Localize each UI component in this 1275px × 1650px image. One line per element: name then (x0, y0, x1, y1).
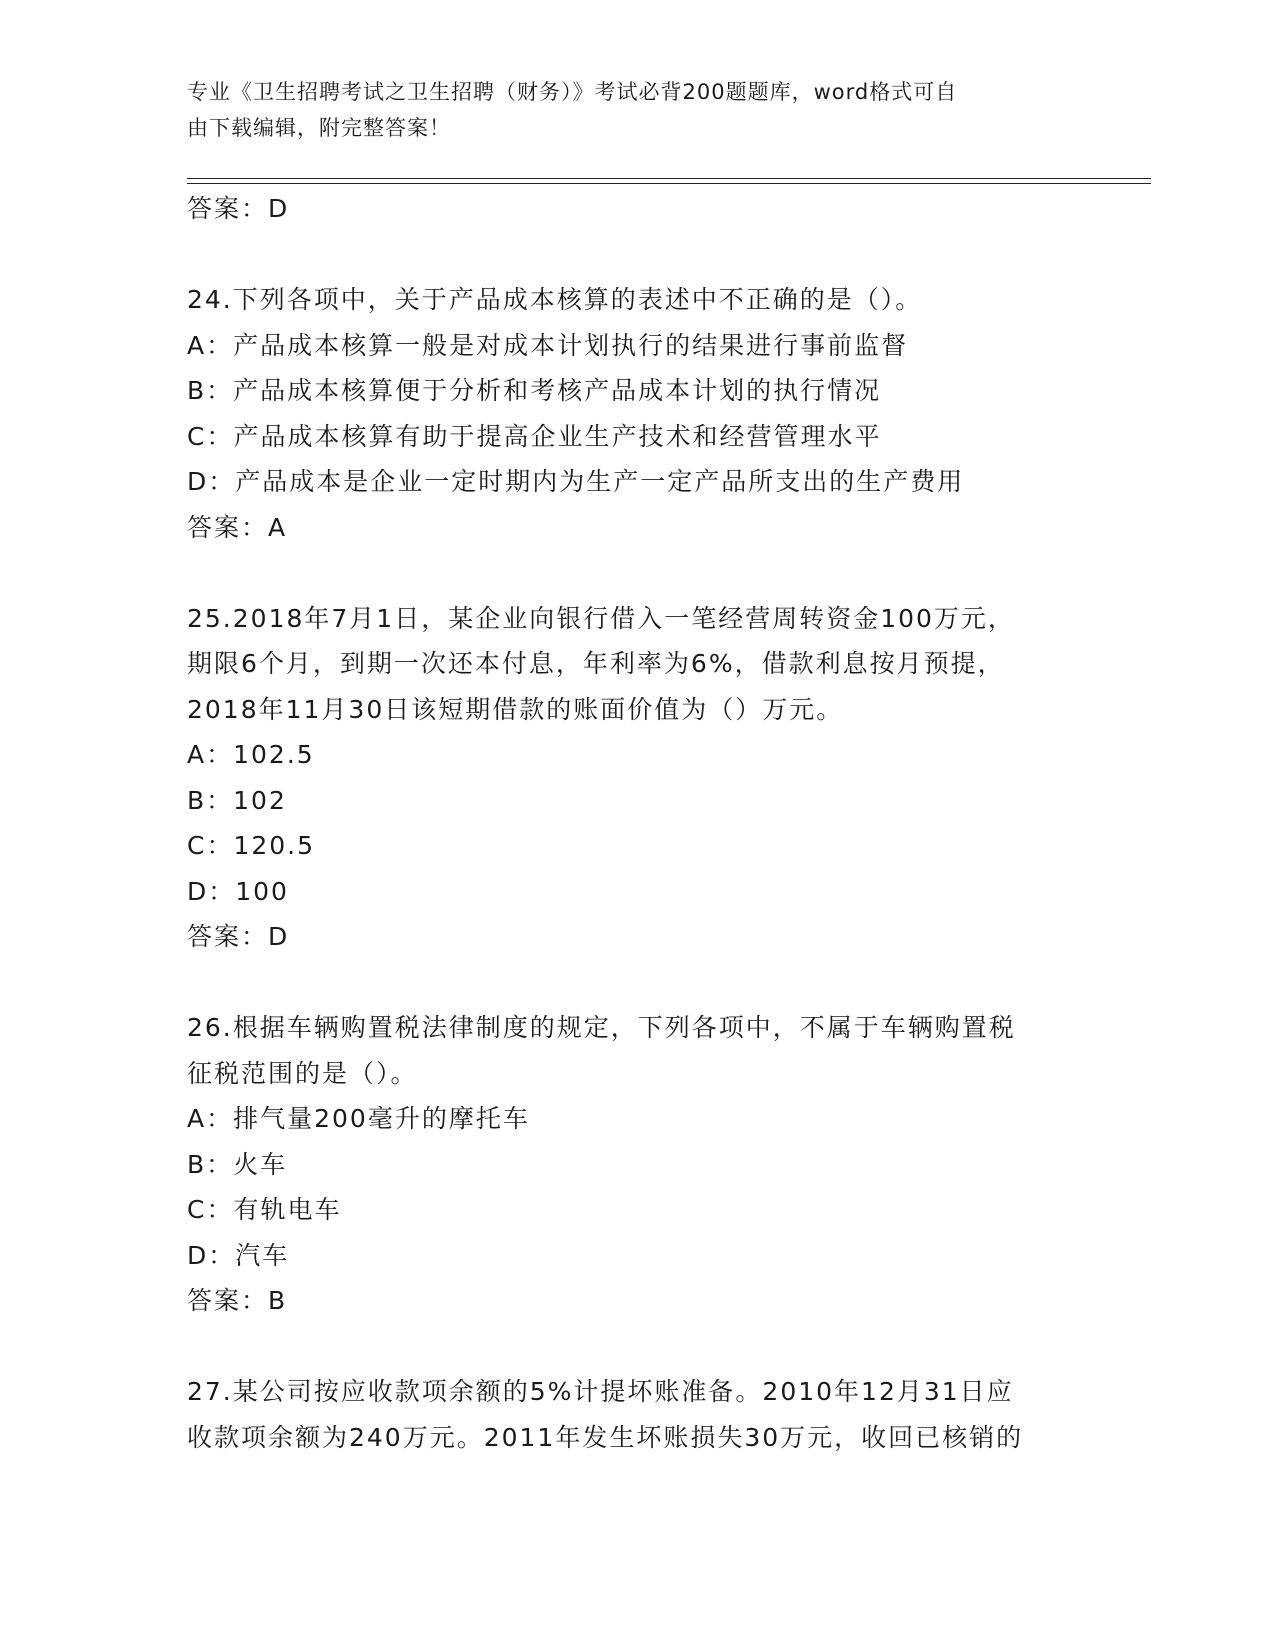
header-rule-top (187, 178, 1151, 179)
option-c: C：120.5 (187, 831, 316, 860)
question-27 (187, 1369, 1087, 1460)
option-a: A：102.5 (187, 740, 315, 769)
question-stem: 收款项余额为240万元。2011年发生坏账损失30万元，收回已核销的 (187, 1422, 1024, 1452)
question-stem: 2018年11月30日该短期借款的账面价值为（）万元。 (187, 694, 844, 724)
option-a: A：产品成本核算一般是对成本计划执行的结果进行事前监督 (187, 330, 909, 360)
question-stem: 25.2018年7月1日，某企业向银行借入一笔经营周转资金100万元， (187, 603, 1015, 633)
question-stem: 27.某公司按应收款项余额的5%计提坏账准备。2010年12月31日应 (187, 1377, 1014, 1406)
document-header (187, 74, 1067, 146)
answer-line: 答案：A (187, 512, 288, 542)
answer-line: 答案：B (187, 1286, 288, 1315)
option-b: B：102 (187, 785, 287, 815)
option-d: D：产品成本是企业一定时期内为生产一定产品所支出的生产费用 (187, 467, 965, 496)
option-b: B：火车 (187, 1149, 288, 1179)
question-stem: 24.下列各项中，关于产品成本核算的表述中不正确的是（）。 (187, 285, 923, 314)
option-c: C：产品成本核算有助于提高企业生产技术和经营管理水平 (187, 421, 882, 451)
question-stem: 征税范围的是（）。 (187, 1058, 418, 1088)
document-body (187, 186, 1087, 1460)
option-c: C：有轨电车 (187, 1195, 342, 1224)
header-line-1: 专业《卫生招聘考试之卫生招聘（财务）》考试必背200题题库，word格式可自 (187, 80, 958, 104)
question-26 (187, 1005, 1087, 1324)
question-24 (187, 277, 1087, 550)
question-25 (187, 596, 1087, 960)
option-a: A：排气量200毫升的摩托车 (187, 1104, 530, 1133)
header-line-2: 由下载编辑，附完整答案！ (187, 116, 451, 140)
option-b: B：产品成本核算便于分析和考核产品成本计划的执行情况 (187, 376, 882, 405)
option-d: D：100 (187, 876, 289, 906)
question-stem: 期限6个月，到期一次还本付息，年利率为6%，借款利息按月预提， (187, 649, 1005, 678)
answer-line: 答案：D (187, 194, 290, 223)
question-stem: 26.根据车辆购置税法律制度的规定，下列各项中，不属于车辆购置税 (187, 1013, 1016, 1042)
header-rule-bottom (187, 183, 1151, 184)
option-d: D：汽车 (187, 1240, 290, 1270)
answer-line: 答案：D (187, 922, 290, 951)
